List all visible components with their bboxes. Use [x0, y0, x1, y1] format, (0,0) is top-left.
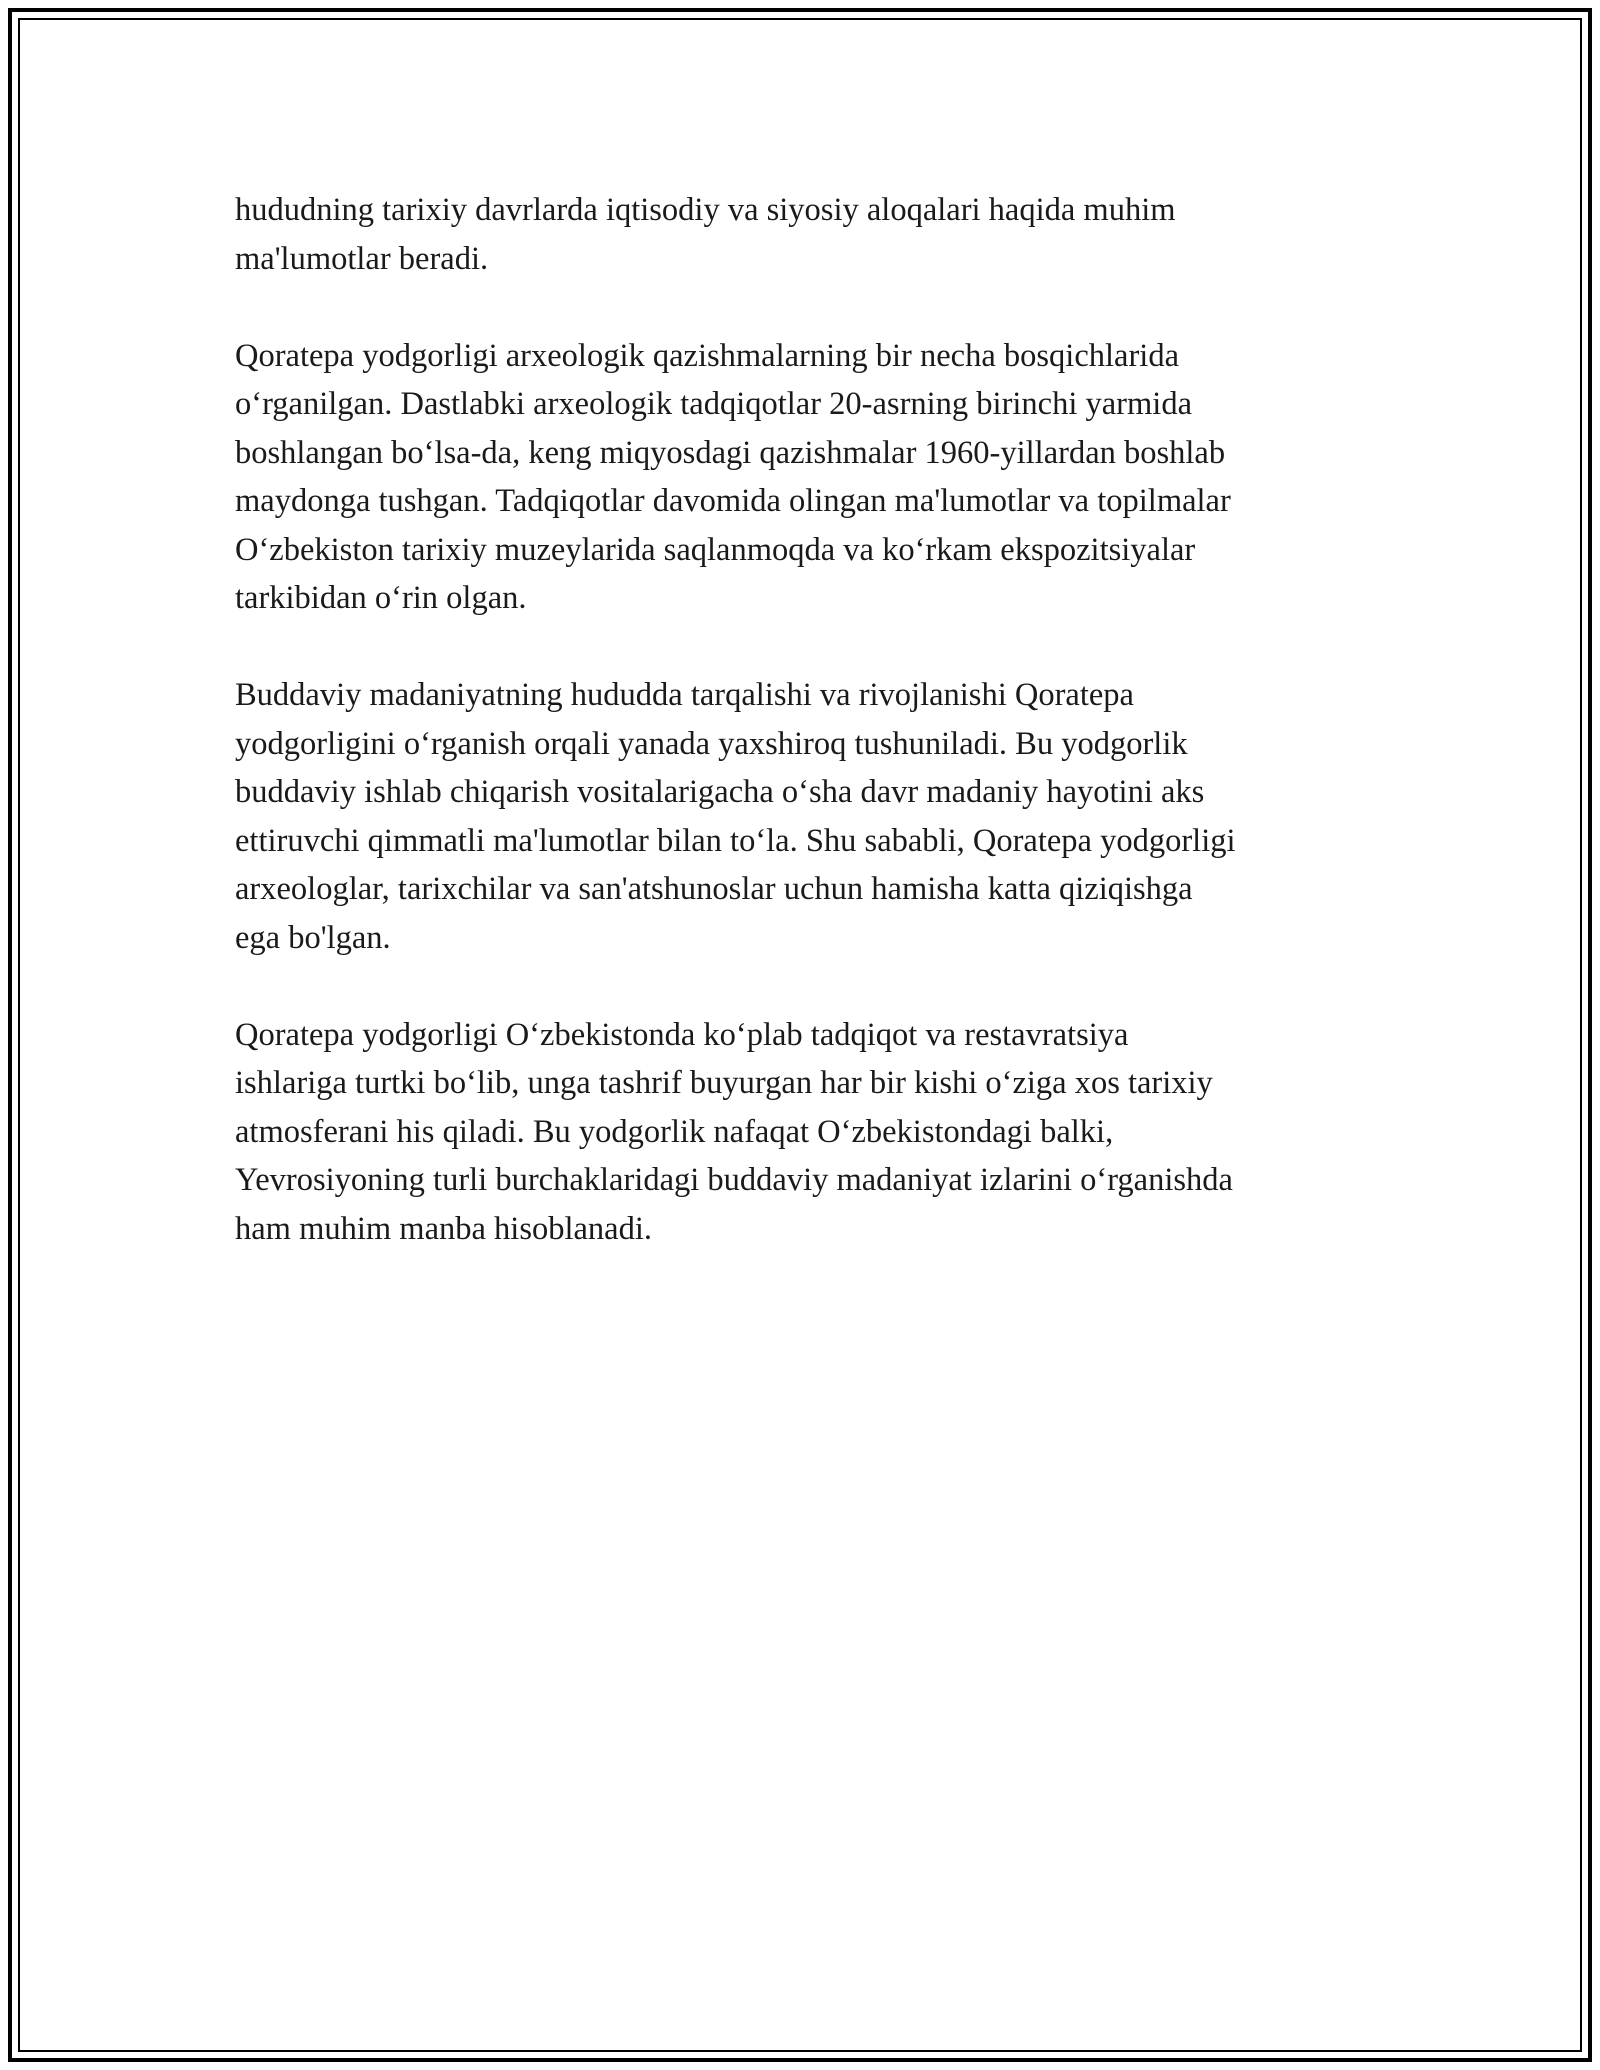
paragraph: Qoratepa yodgorligi arxeologik qazishmalarning bir necha bosqichlarida o‘rganilgan. Dastlabki arxeologik tadqiqotlar 20-asrning birinchi yarmida boshlangan bo‘lsa-da, keng miqyosdagi qazishmalar 1960-yillardan boshlab maydonga tushgan. Tadqiqotlar davomida olingan ma'lumotlar va topilmalar O‘zbekiston tarixiy muzeylarida saqlanmoqda va ko‘rkam ekspozitsiyalar tarkibidan o‘rin olgan.: [235, 337, 1231, 616]
document-body: [235, 186, 1385, 1302]
paragraph: hududning tarixiy davrlarda iqtisodiy va siyosiy aloqalari haqida muhim ma'lumotlar beradi.: [235, 192, 1176, 277]
paragraph: Qoratepa yodgorligi O‘zbekistonda ko‘plab tadqiqot va restavratsiya ishlariga turtki bo‘lib, unga tashrif buyurgan har bir kishi o‘ziga xos tarixiy atmosferani his qiladi. Bu yodgorlik nafaqat O‘zbekistondagi balki, Yevrosiyoning turli burchaklaridagi buddaviy madaniyat izlarini o‘rganishda ham muhim manba hisoblanadi.: [235, 1016, 1233, 1247]
paragraph: Buddaviy madaniyatning hududda tarqalishi va rivojlanishi Qoratepa yodgorligini o‘rganish orqali yanada yaxshiroq tushuniladi. Bu yodgorlik buddaviy ishlab chiqarish vositalarigacha o‘sha davr madaniy hayotini aks ettiruvchi qimmatli ma'lumotlar bilan to‘la. Shu sababli, Qoratepa yodgorligi arxeologlar, tarixchilar va san'atshunoslar uchun hamisha katta qiziqishga ega bo'lgan.: [235, 677, 1236, 956]
